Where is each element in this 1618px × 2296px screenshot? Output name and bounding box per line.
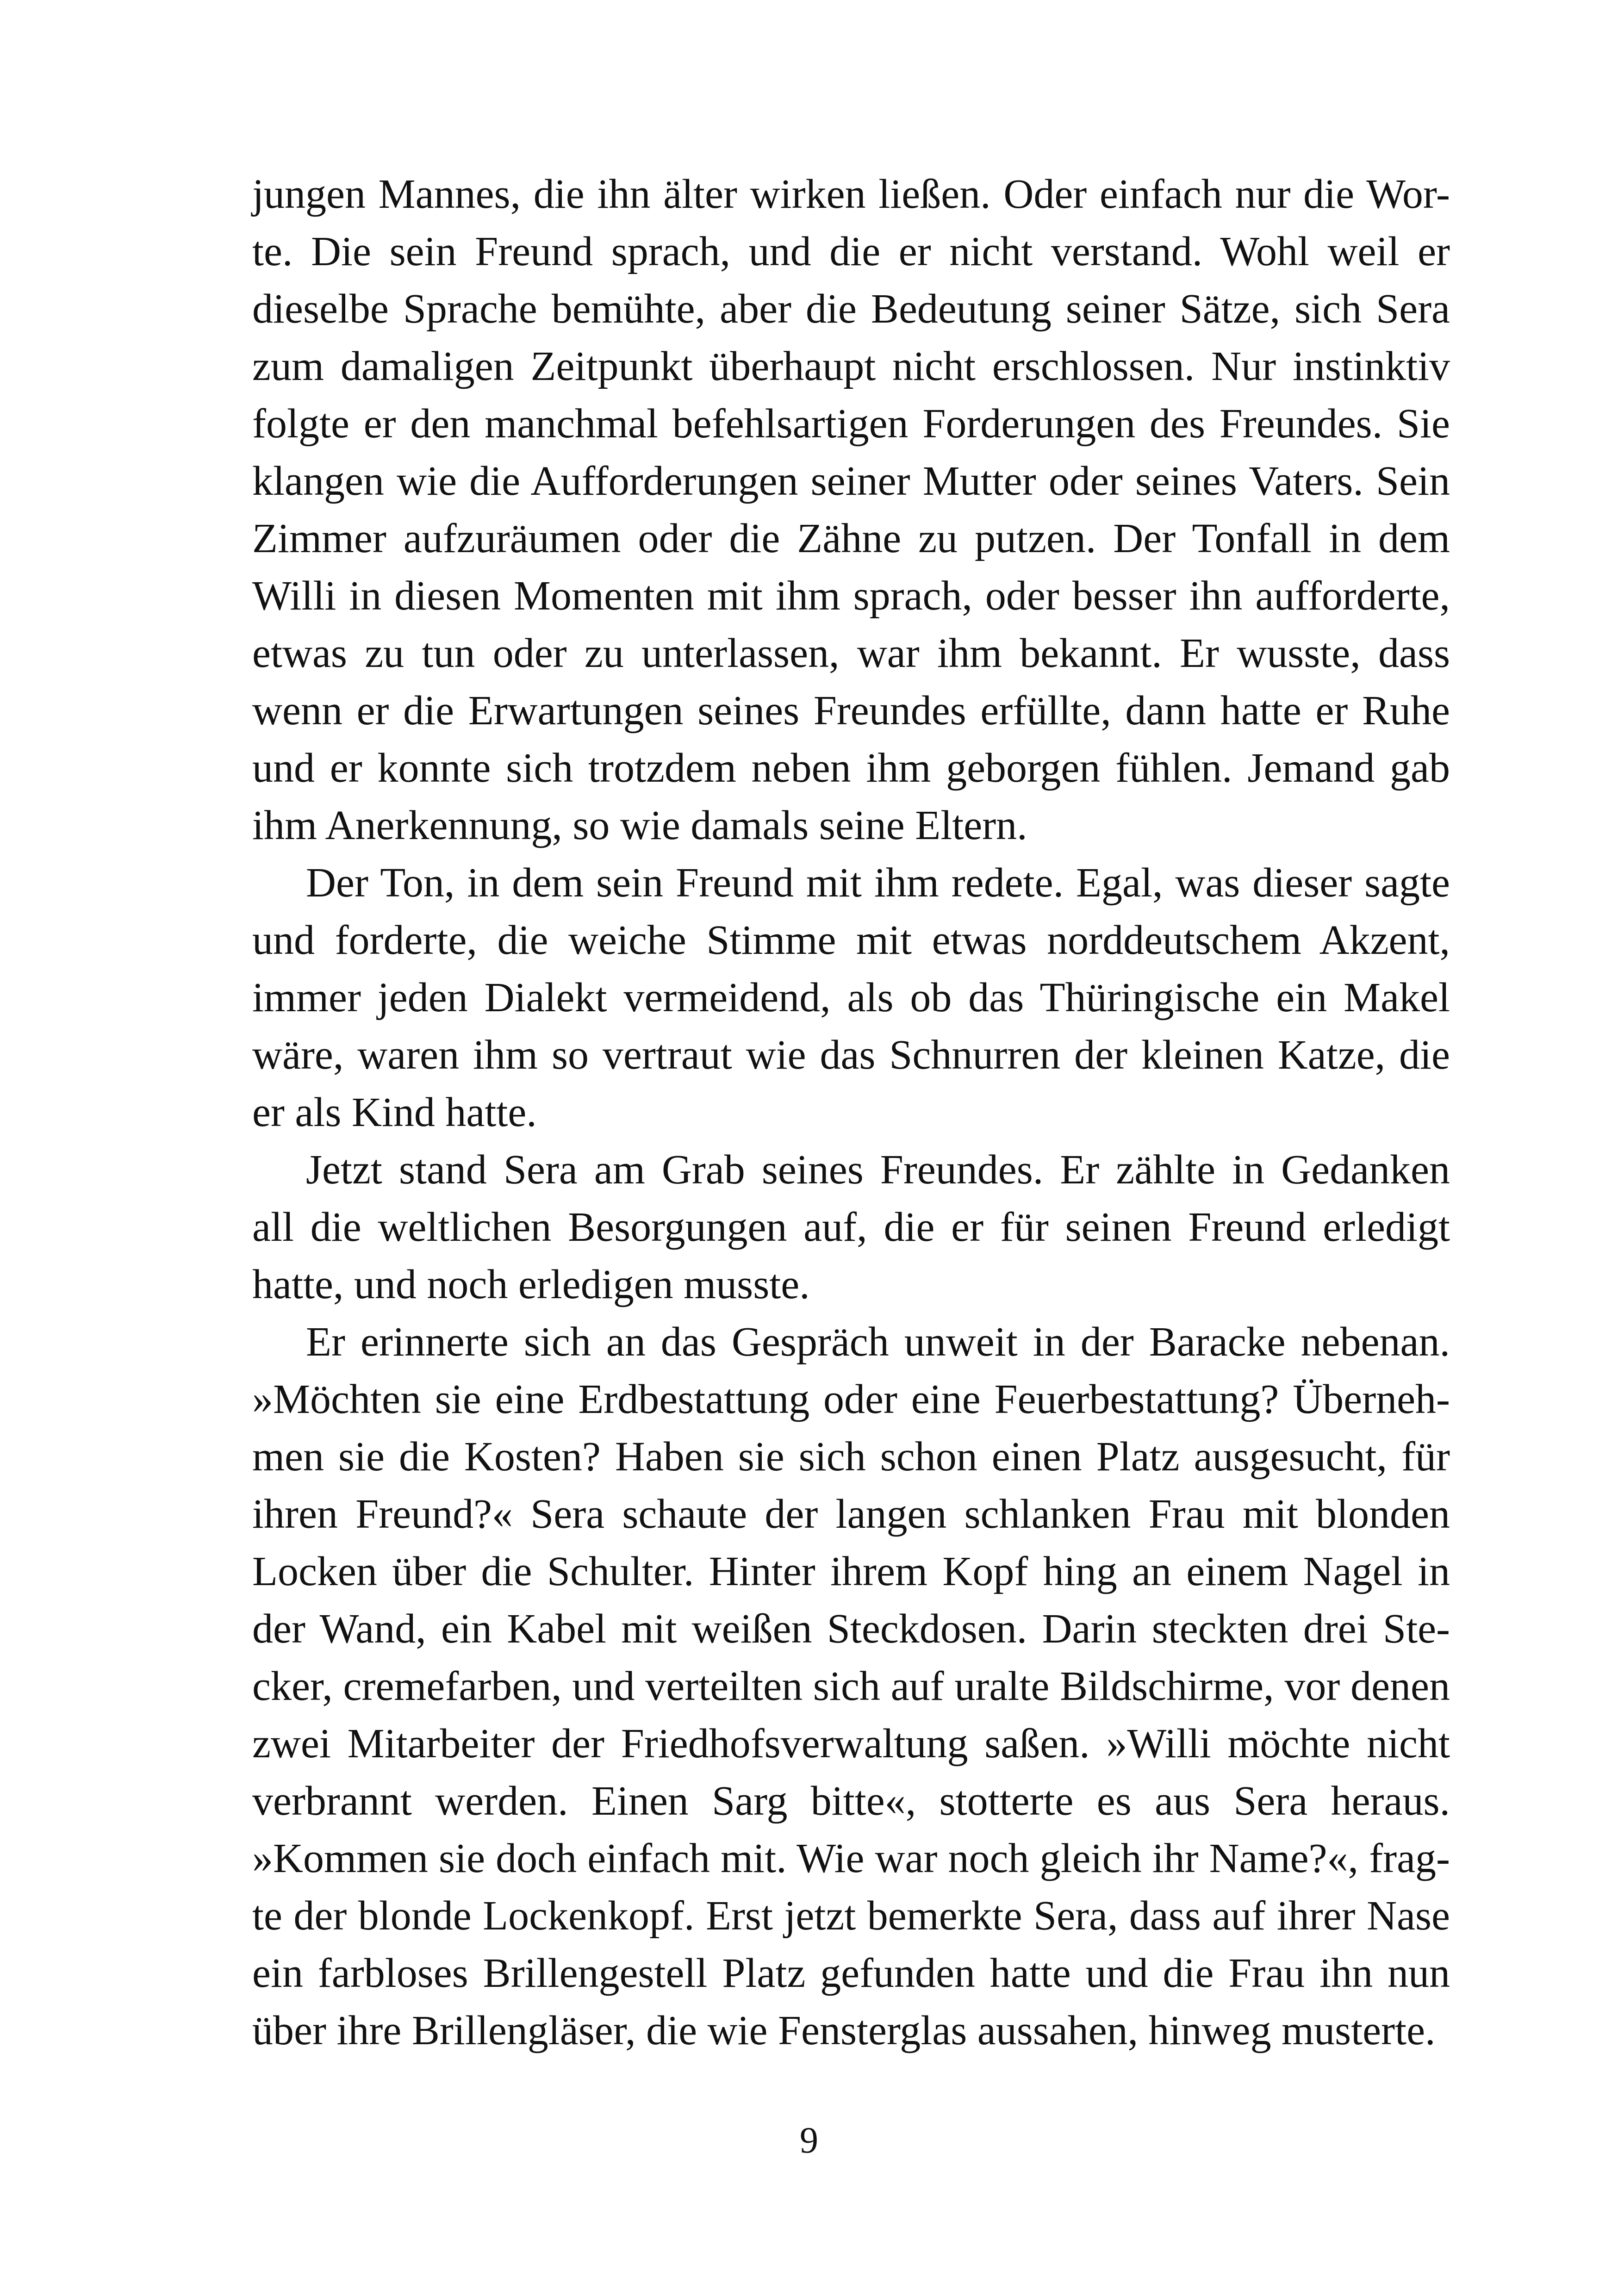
text-line: jungen Mannes, die ihn älter wirken ließen. Oder einfach nur die Wor- [252,171,1450,217]
text-line: hatte, und noch erledigen musste. [252,1262,810,1307]
text-line: Zimmer aufzuräumen oder die Zähne zu putzen. Der Tonfall in dem [252,516,1450,561]
text-line: »Kommen sie doch einfach mit. Wie war noch gleich ihr Name?«, frag- [252,1836,1450,1881]
text-line: und er konnte sich trotzdem neben ihm geborgen fühlen. Jemand gab [252,745,1450,791]
text-line: wäre, waren ihm so vertraut wie das Schnurren der kleinen Katze, die [252,1032,1450,1078]
page-number: 9 [800,2120,818,2161]
text-line: cker, cremefarben, und verteilten sich auf uralte Bildschirme, vor denen [252,1663,1450,1709]
text-line: verbrannt werden. Einen Sarg bitte«, stotterte es aus Sera heraus. [252,1778,1450,1824]
paragraph-1 [252,166,1450,854]
text-line: all die weltlichen Besorgungen auf, die er für seinen Freund erledigt [252,1204,1450,1250]
text-line: und forderte, die weiche Stimme mit etwas norddeutschem Akzent, [252,917,1450,963]
text-line: ihm Anerkennung, so wie damals seine Eltern. [252,803,1027,848]
text-line: etwas zu tun oder zu unterlassen, war ihm bekannt. Er wusste, dass [252,630,1450,676]
paragraph-2 [252,854,1450,1141]
text-line: klangen wie die Aufforderungen seiner Mutter oder seines Vaters. Sein [252,458,1450,504]
paragraph-4 [252,1313,1450,2060]
body-text [252,166,1450,2060]
text-line: te der blonde Lockenkopf. Erst jetzt bemerkte Sera, dass auf ihrer Nase [252,1893,1450,1939]
text-line: ein farbloses Brillengestell Platz gefunden hatte und die Frau ihn nun [252,1950,1450,1996]
text-line: te. Die sein Freund sprach, und die er nicht verstand. Wohl weil er [252,229,1450,274]
text-line: Willi in diesen Momenten mit ihm sprach, oder besser ihn aufforderte, [252,573,1450,619]
text-line: zum damaligen Zeitpunkt überhaupt nicht erschlossen. Nur instinktiv [252,343,1450,389]
text-line: er als Kind hatte. [252,1089,537,1135]
paragraph-3 [252,1141,1450,1313]
text-line: Der Ton, in dem sein Freund mit ihm redete. Egal, was dieser sagte [306,860,1450,906]
text-line: immer jeden Dialekt vermeidend, als ob das Thüringische ein Makel [252,975,1450,1020]
text-line: wenn er die Erwartungen seines Freundes erfüllte, dann hatte er Ruhe [252,688,1450,734]
text-line: Locken über die Schulter. Hinter ihrem Kopf hing an einem Nagel in [252,1549,1450,1594]
text-line: »Möchten sie eine Erdbestattung oder eine Feuerbestattung? Überneh- [252,1376,1450,1422]
text-line: dieselbe Sprache bemühte, aber die Bedeutung seiner Sätze, sich Sera [252,286,1450,332]
text-line: ihren Freund?« Sera schaute der langen schlanken Frau mit blonden [252,1491,1450,1537]
text-line: der Wand, ein Kabel mit weißen Steckdosen. Darin steckten drei Ste- [252,1606,1450,1652]
text-line: Jetzt stand Sera am Grab seines Freundes. Er zählte in Gedanken [306,1147,1450,1193]
text-line: men sie die Kosten? Haben sie sich schon einen Platz ausgesucht, für [252,1434,1450,1480]
text-line: über ihre Brillengläser, die wie Fensterglas aussahen, hinweg musterte. [252,2008,1436,2053]
text-line: Er erinnerte sich an das Gespräch unweit in der Baracke nebenan. [306,1319,1450,1365]
text-line: zwei Mitarbeiter der Friedhofsverwaltung saßen. »Willi möchte nicht [252,1721,1450,1767]
text-line: folgte er den manchmal befehlsartigen Forderungen des Freundes. Sie [252,401,1450,447]
